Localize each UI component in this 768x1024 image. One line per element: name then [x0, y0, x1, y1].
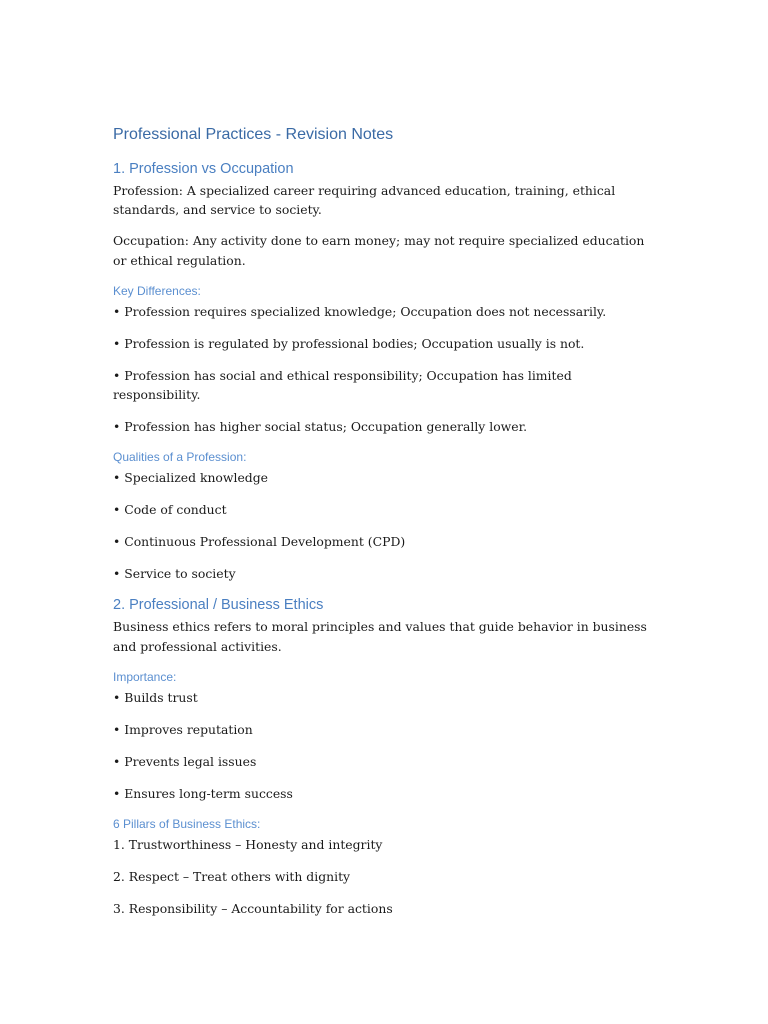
list-item: • Profession requires specialized knowledge; Occupation does not necessarily.	[113, 303, 607, 319]
business-ethics-definition: Business ethics refers to moral principles and values that guide behavior in business and professional activities.	[113, 619, 647, 654]
list-item: • Profession has higher social status; Occupation generally lower.	[113, 419, 528, 435]
list-item: • Profession has social and ethical responsibility; Occupation has limited responsibility.	[113, 367, 572, 403]
list-item: • Specialized knowledge	[113, 470, 268, 486]
document-page	[113, 124, 658, 930]
list-item: 2. Respect – Treat others with dignity	[113, 869, 351, 885]
list-item: • Prevents legal issues	[113, 753, 257, 769]
document-title: Professional Practices - Revision Notes	[113, 126, 394, 143]
section-1-heading: 1. Profession vs Occupation	[113, 161, 294, 177]
list-item: • Service to society	[113, 566, 236, 582]
pillars-list	[113, 835, 658, 918]
section-2-heading: 2. Professional / Business Ethics	[113, 597, 324, 614]
occupation-definition: Occupation: Any activity done to earn money; may not require specialized education or ethical regulation.	[113, 233, 645, 268]
qualities-heading: Qualities of a Profession:	[113, 450, 247, 465]
list-item: • Improves reputation	[113, 721, 253, 737]
importance-heading: Importance:	[113, 669, 177, 684]
profession-definition: Profession: A specialized career requiring advanced education, training, ethical standards, and service to society.	[113, 183, 616, 218]
list-item: • Builds trust	[113, 689, 198, 705]
list-item: 3. Responsibility – Accountability for actions	[113, 901, 393, 917]
importance-list	[113, 688, 658, 803]
list-item: • Continuous Professional Development (CPD)	[113, 534, 406, 550]
list-item: • Code of conduct	[113, 502, 227, 518]
list-item: • Ensures long-term success	[113, 785, 293, 801]
key-differences-heading: Key Differences:	[113, 283, 201, 298]
key-differences-list	[113, 302, 658, 436]
qualities-list	[113, 468, 658, 583]
pillars-heading: 6 Pillars of Business Ethics:	[113, 817, 261, 832]
list-item: • Profession is regulated by professional bodies; Occupation usually is not.	[113, 335, 585, 351]
list-item: 1. Trustworthiness – Honesty and integrity	[113, 837, 383, 853]
